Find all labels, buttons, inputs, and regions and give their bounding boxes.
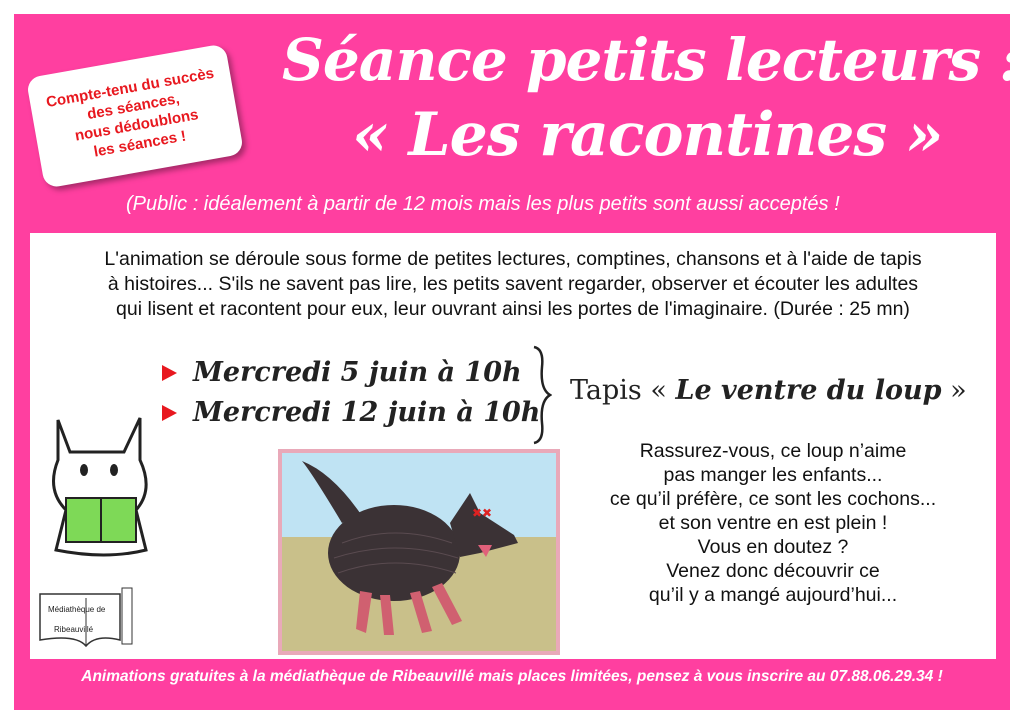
title-line-1: Séance petits lecteurs : [282,26,1020,94]
description-line: Rassurez-vous, ce loup n’aime [639,440,907,462]
session-item [162,397,540,428]
cat-reading-icon [36,400,166,565]
intro-line: à histoires... S'ils ne savent pas lire, les petits savent regarder, observer et écouter les adultes [107,273,919,295]
success-note-text: Compte-tenu du succès des séances, nous dédoublons les séances ! [44,64,216,161]
tapis-name: Le ventre du loup [675,375,942,406]
session-date: Mercredi 12 juin à 10h [193,397,541,428]
intro-paragraph [30,247,996,322]
footer-text: Animations gratuites à la médiathèque de Ribeauvillé mais places limitées, pensez à vous inscrire au 07.88.06.29.34 ! [81,668,943,685]
description-line: Venez donc découvrir ce [666,560,880,582]
title-line-2: « Les racontines » [352,100,943,170]
triangle-bullet-icon [162,365,177,381]
logo-text-2: Ribeauvillé [54,625,94,634]
public-note: (Public : idéalement à partir de 12 mois mais les plus petits sont aussi acceptés ! [126,193,840,215]
description-line: ce qu’il préfère, ce sont les cochons... [609,488,937,510]
svg-text:✖✖: ✖✖ [472,506,493,520]
session-date: Mercredi 5 juin à 10h [193,357,522,388]
description-line: qu’il y a mangé aujourd’hui... [648,584,898,606]
tapis-description [570,439,976,607]
session-item [162,357,522,388]
intro-line: L'animation se déroule sous forme de petites lectures, comptines, chansons et à l'aide de tapis [104,248,922,270]
book-logo-icon [36,584,136,659]
logo-text-1: Médiathèque de [48,605,106,614]
wolf-rug-image [278,449,560,655]
intro-line: qui lisent et racontent pour eux, leur ouvrant ainsi les portes de l'imaginaire. (Durée : 25 mn) [116,298,910,320]
tapis-suffix: » [941,375,967,406]
tapis-title [570,375,967,406]
tapis-prefix: Tapis « [570,375,676,406]
description-line: Vous en doutez ? [697,536,849,558]
description-line: et son ventre en est plein ! [658,512,888,534]
curly-brace-icon [530,345,552,445]
content-panel [30,233,996,659]
description-line: pas manger les enfants... [663,464,883,486]
